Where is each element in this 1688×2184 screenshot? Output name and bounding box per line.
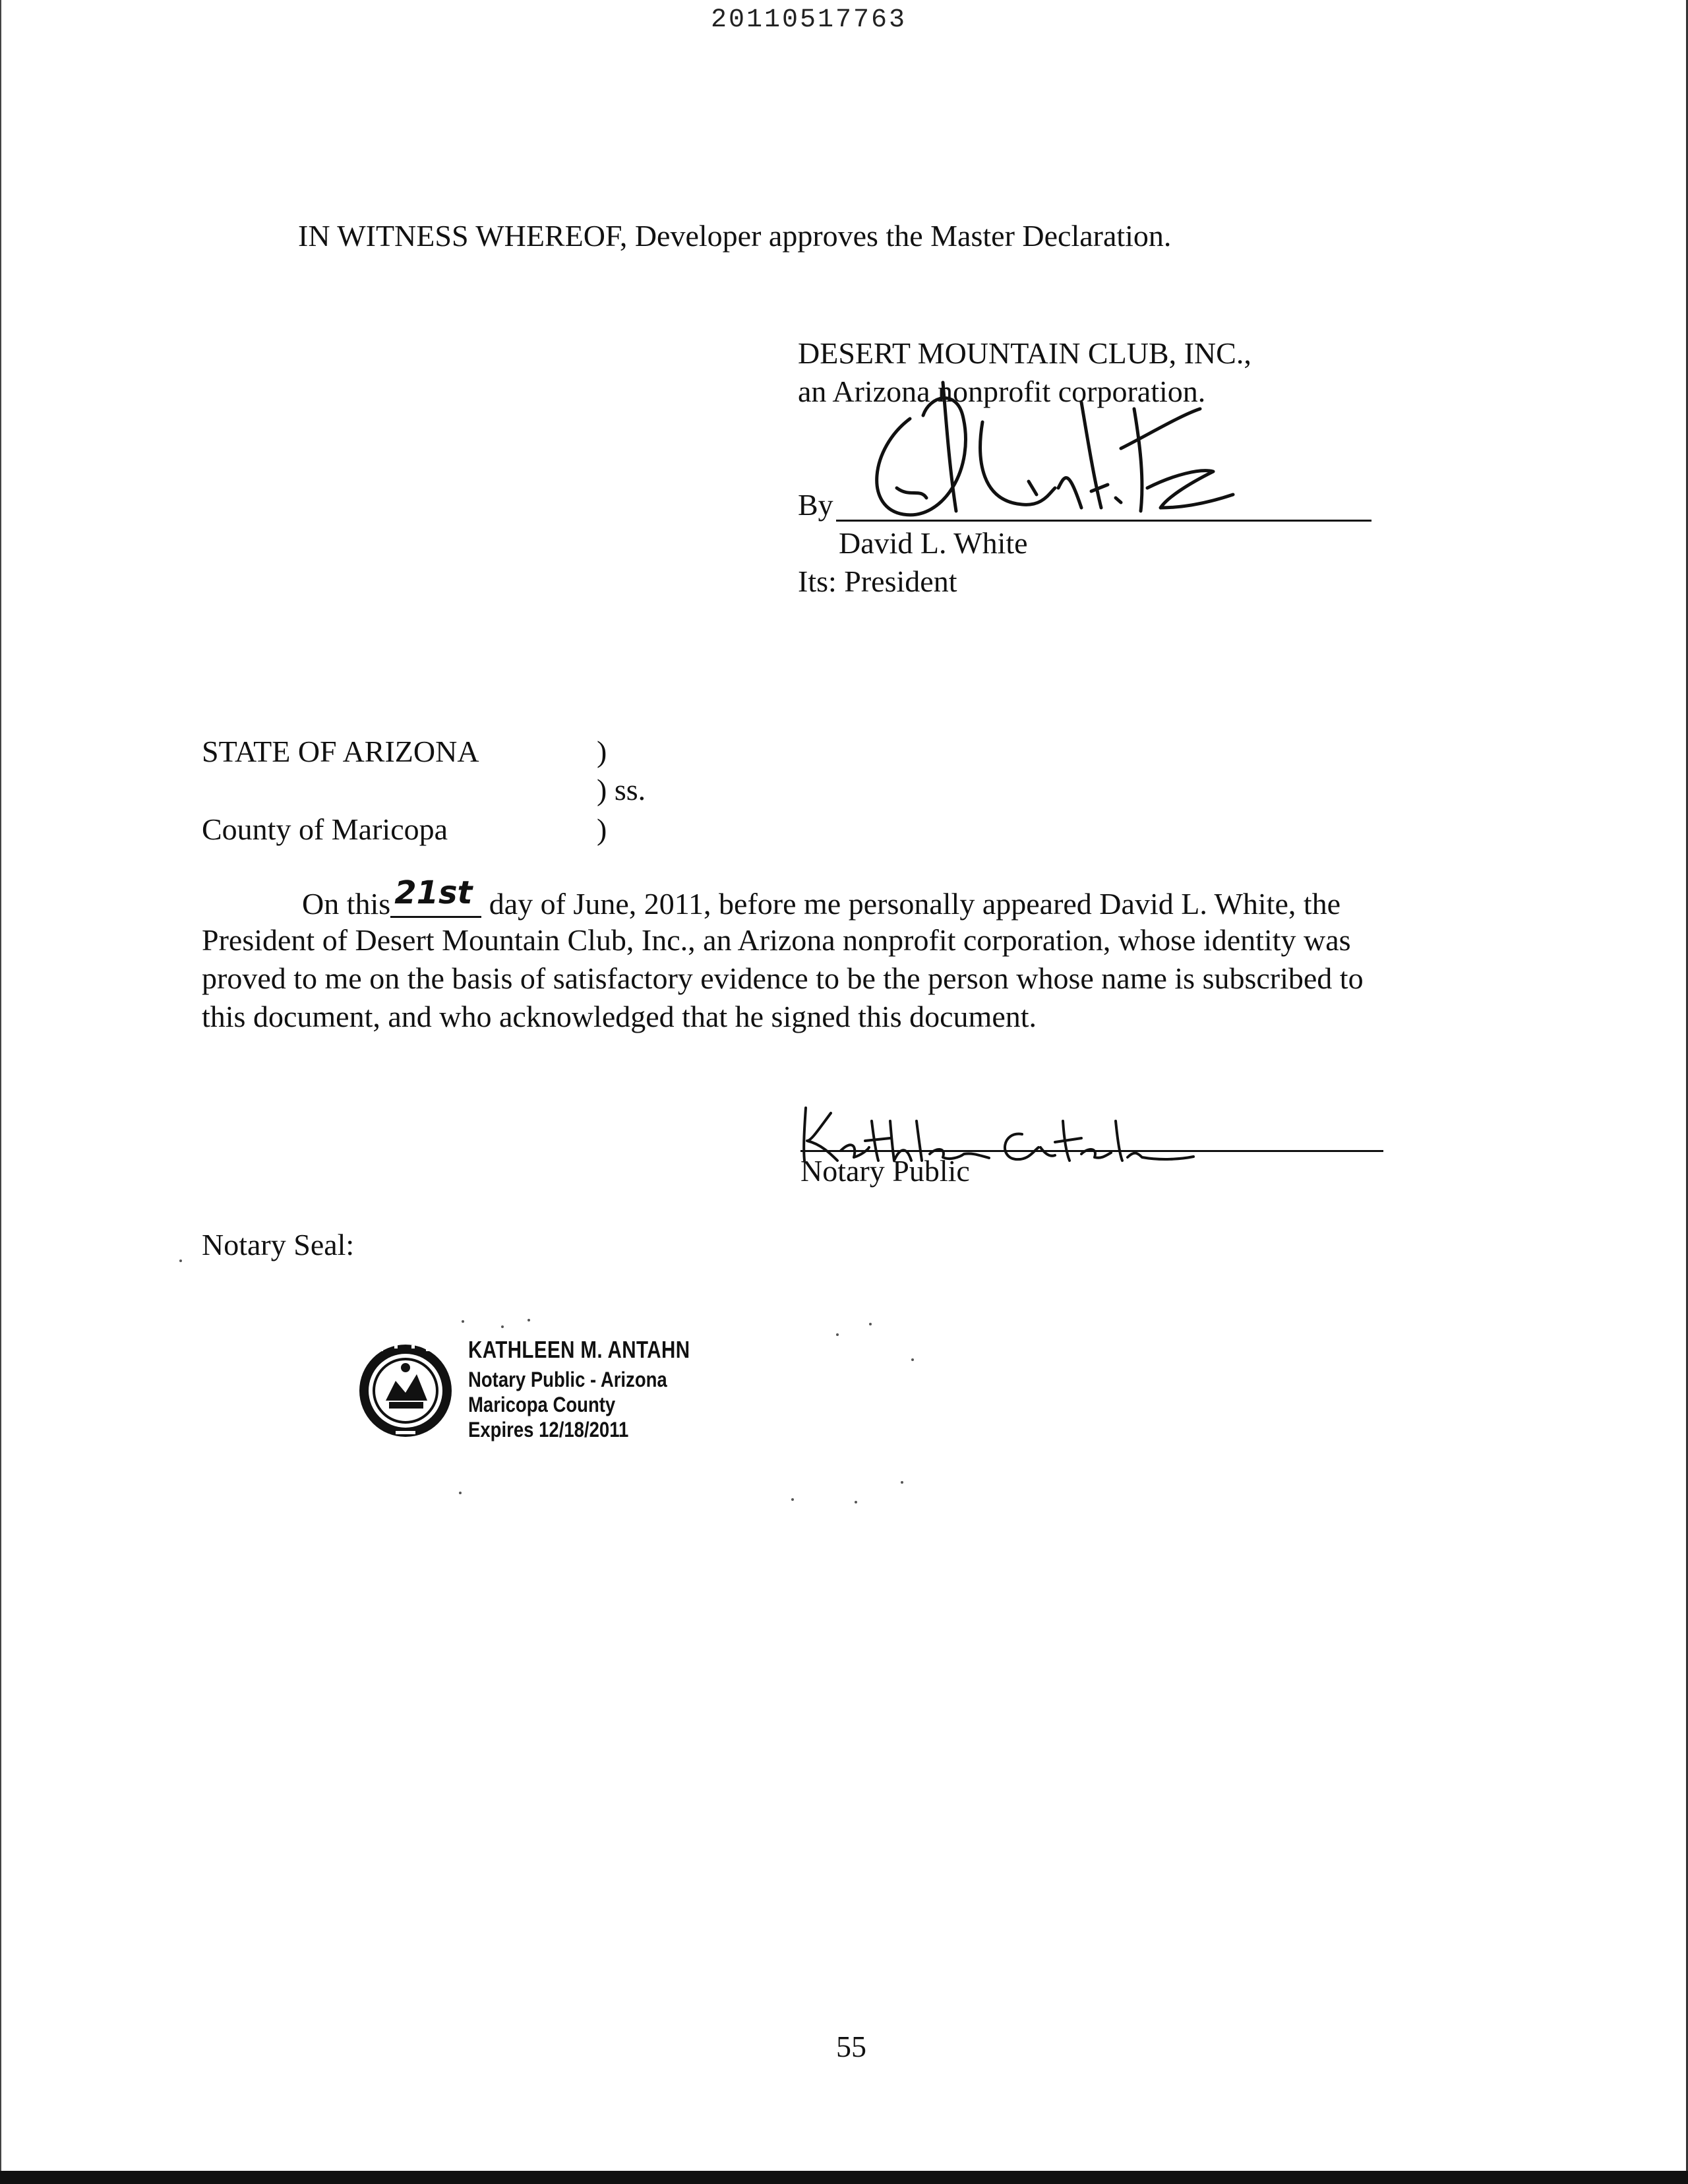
page-border-left [0, 0, 1, 2176]
stamp-notary-name: KATHLEEN M. ANTAHN [468, 1336, 690, 1363]
scan-speck [459, 1492, 462, 1494]
stamp-notary-title: Notary Public - Arizona [468, 1368, 667, 1391]
stamp-county: Maricopa County [468, 1393, 616, 1416]
day-handwritten: 21st [394, 874, 473, 911]
by-label: By [798, 488, 833, 522]
signature-line-notary [800, 1150, 1383, 1152]
witness-clause: IN WITNESS WHEREOF, Developer approves the Master Declaration. [298, 219, 1172, 253]
corporation-type: an Arizona nonprofit corporation. [798, 375, 1206, 408]
venue-ss: ) ss. [597, 773, 646, 806]
acknowledgment-prefix: On this [302, 887, 391, 921]
venue-paren-close: ) [597, 812, 607, 846]
scan-speck [911, 1358, 914, 1361]
scan-speck [791, 1498, 794, 1501]
notary-seal-label: Notary Seal: [202, 1228, 355, 1261]
stamp-expiration: Expires 12/18/2011 [468, 1418, 629, 1441]
scan-speck [836, 1333, 839, 1336]
notary-stamp [356, 1319, 950, 1497]
arizona-seal-icon [356, 1341, 455, 1440]
venue-state: STATE OF ARIZONA [202, 735, 479, 768]
scan-speck [528, 1319, 530, 1321]
scan-speck [179, 1259, 182, 1262]
signer-title: Its: President [798, 564, 957, 598]
notary-public-label: Notary Public [800, 1154, 970, 1188]
president-signature [831, 356, 1253, 534]
day-blank [390, 874, 481, 914]
acknowledgment-line-2: President of Desert Mountain Club, Inc., an Arizona nonprofit corporation, whose identity was [202, 923, 1351, 957]
acknowledgment-line-1 [302, 874, 1341, 923]
scan-speck [855, 1501, 857, 1503]
venue-paren-open: ) [597, 735, 607, 768]
day-blank-line [390, 916, 481, 918]
scan-speck [869, 1323, 872, 1325]
scan-bottom-edge [0, 2171, 1688, 2184]
signature-line-president [836, 520, 1372, 522]
acknowledgment-suffix: day of June, 2011, before me personally appeared David L. White, the [481, 887, 1341, 921]
scan-speck [501, 1325, 504, 1328]
scan-speck [462, 1320, 464, 1323]
corporation-name: DESERT MOUNTAIN CLUB, INC., [798, 336, 1251, 370]
signer-name: David L. White [839, 526, 1028, 560]
recording-number: 20110517763 [711, 5, 907, 35]
acknowledgment-line-3: proved to me on the basis of satisfactory evidence to be the person whose name is subscribed to [202, 961, 1364, 995]
scan-speck [901, 1481, 903, 1484]
acknowledgment-line-4: this document, and who acknowledged that he signed this document. [202, 1000, 1037, 1033]
venue-county: County of Maricopa [202, 812, 448, 846]
page-number: 55 [836, 2030, 866, 2063]
